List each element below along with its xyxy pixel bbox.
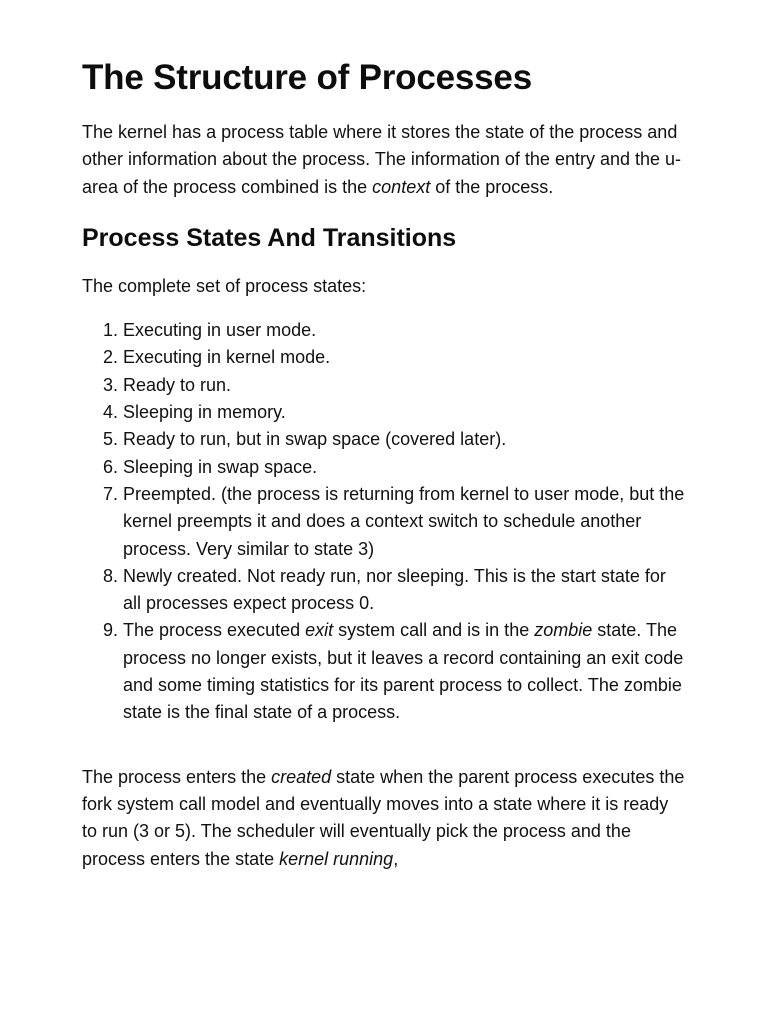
intro-paragraph (82, 119, 686, 201)
list-item: 5. Ready to run, but in swap space (covered later). (123, 426, 686, 453)
page-title: The Structure of Processes (82, 58, 532, 97)
closing-emphasis: created (271, 766, 332, 787)
closing-text: , (393, 848, 399, 869)
list-item: 2. Executing in kernel mode. (123, 344, 686, 371)
list-item (123, 617, 686, 726)
section-heading: Process States And Transitions (82, 223, 457, 252)
closing-emphasis: kernel running (279, 848, 394, 869)
process-states-list (82, 317, 686, 726)
list-item: 7. Preempted. (the process is returning from kernel to user mode, but the kernel preempts it and does a context switch to schedule another process. Very similar to state 3) (123, 481, 686, 563)
list-item-emphasis: zombie (534, 620, 593, 641)
closing-text: The process enters the (82, 766, 272, 787)
list-item: 1. Executing in user mode. (123, 317, 686, 344)
list-item-text: system call and is in the (333, 620, 535, 641)
list-item-text: state. The process no longer exists, but it leaves a record containing an exit code and some timing statistics for its parent process to collect. The zombie state is the final state of a process. (123, 620, 684, 723)
intro-text-end: of the process. (430, 176, 554, 197)
list-item-emphasis: exit (305, 620, 334, 641)
list-item: 4. Sleeping in memory. (123, 399, 686, 426)
list-item: 6. Sleeping in swap space. (123, 454, 686, 481)
intro-emphasis: context (372, 176, 431, 197)
list-item: 3. Ready to run. (123, 372, 686, 399)
list-intro: The complete set of process states: (82, 275, 367, 296)
intro-text: The kernel has a process table where it stores the state of the process and other information about the process. The information of the entry and the u-area of the process combined is the (82, 122, 682, 197)
list-item-text: The process executed (123, 620, 306, 641)
closing-paragraph (82, 764, 686, 873)
closing-text: state when the parent process executes the fork system call model and eventually moves into a state where it is ready to run (3 or 5). The scheduler will eventually pick the process and the process enters the state (82, 766, 685, 869)
list-item: 8. Newly created. Not ready run, nor sleeping. This is the start state for all processes expect process 0. (123, 563, 686, 618)
